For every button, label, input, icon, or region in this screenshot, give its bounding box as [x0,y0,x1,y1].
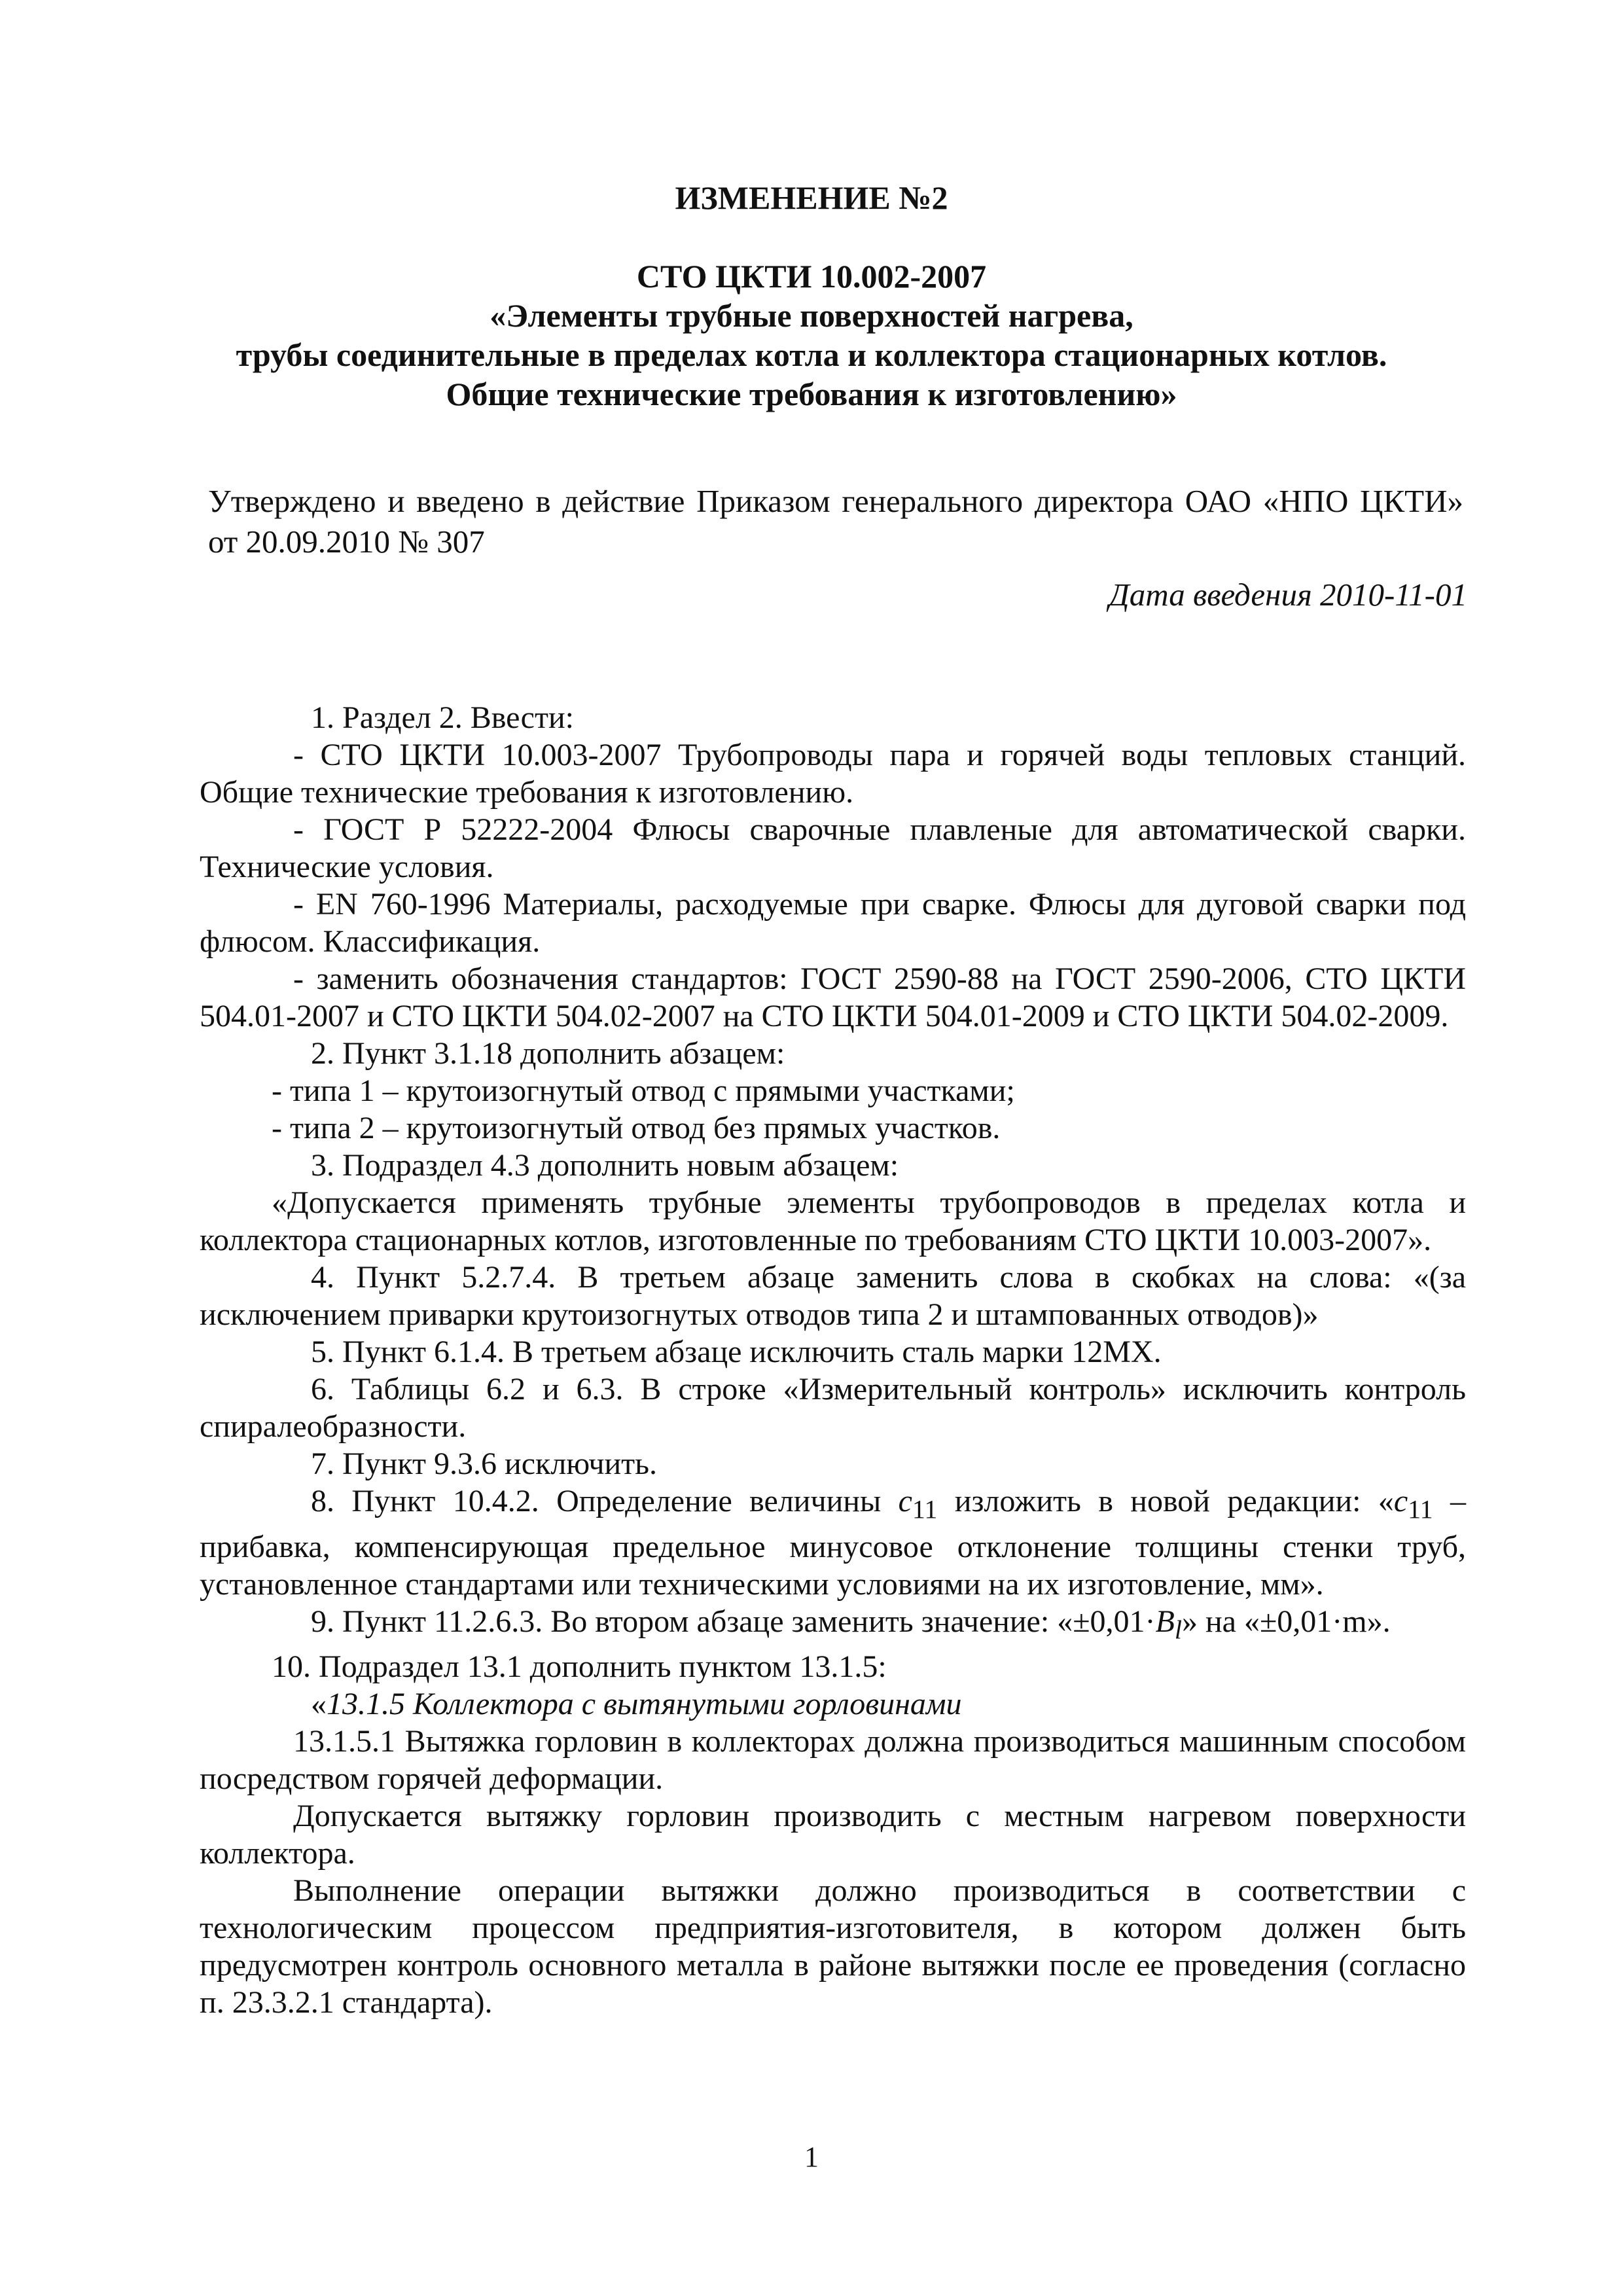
item-8-variable-2: c [1393,1484,1408,1518]
document-body [200,699,1466,2021]
item-1-standard-2: - ГОСТ Р 52222-2004 Флюсы сварочные плавленые для автоматической сварки. Технические условия. [200,812,1466,884]
item-10-clause-3: Выполнение операции вытяжки должно производиться в соответствии с технологическим процессом предприятия-изготовителя, в котором должен быть предусмотрен контроль основного металла в районе вытяжки после ее проведения (согласно п. 23.3.2.1 стандарта). [200,1873,1466,2020]
item-2-type-2: - типа 2 – крутоизогнутый отвод без прямых участков. [272,1111,1001,1145]
item-1-standard-1: - СТО ЦКТИ 10.003-2007 Трубопроводы пара и горячей воды тепловых станций. Общие технические требования к изготовлению. [200,738,1466,810]
effective-date: Дата введения 2010-11-01 [1109,577,1467,613]
item-10-clause-1: 13.1.5.1 Вытяжка горловин в коллекторах должна производиться машинным способом посредством горячей деформации. [200,1724,1466,1797]
item-9-text-post: » на «±0,01·m». [1181,1604,1391,1639]
item-10-open-quote: « [311,1687,327,1722]
item-9 [200,1603,1466,1649]
item-9-text-pre: 9. Пункт 11.2.6.3. Во втором абзаце заменить значение: «±0,01· [311,1604,1156,1639]
item-10-clause-2: Допускается вытяжку горловин производить с местным нагревом поверхности коллектора. [200,1799,1466,1871]
standard-name-line-1: «Элементы трубные поверхностей нагрева, [490,297,1133,334]
item-8-subscript: 11 [912,1494,938,1524]
standard-name-line-2: трубы соединительные в пределах котла и коллектора стационарных котлов. [236,336,1387,373]
item-8-text-post: – прибавка, компенсирующая предельное минусовое отклонение толщины стенки труб, установленное стандартами или техническими условиями на их изготовление, мм». [200,1484,1467,1602]
item-7: 7. Пункт 9.3.6 исключить. [311,1446,658,1481]
item-3-quote: «Допускается применять трубные элементы трубопроводов в пределах котла и коллектора стационарных котлов, изготовленные по требованиям СТО ЦКТИ 10.003-2007». [200,1185,1466,1257]
item-8-variable: c [898,1484,912,1518]
item-8 [200,1482,1466,1603]
item-3: 3. Подраздел 4.3 дополнить новым абзацем: [311,1148,899,1183]
approval-line-2: от 20.09.2010 № 307 [208,524,485,560]
item-9-variable: B [1155,1604,1175,1639]
item-10-heading-text: 13.1.5 Коллектора с вытянутыми горловинами [327,1687,962,1722]
standard-name-line-3: Общие технические требования к изготовлению» [446,376,1177,412]
item-2: 2. Пункт 3.1.18 дополнить абзацем: [311,1036,785,1071]
change-title: ИЗМЕНЕНИЕ №2 [675,179,948,216]
item-8-text-mid: изложить в новой редакции: « [937,1484,1394,1518]
page-number: 1 [804,2141,819,2173]
item-10-heading [200,1685,1466,1723]
item-1-standard-3: - EN 760-1996 Материалы, расходуемые при сварке. Флюсы для дуговой сварки под флюсом. Классификация. [200,887,1466,959]
item-6: 6. Таблицы 6.2 и 6.3. В строке «Измерительный контроль» исключить контроль спиралеобразности. [200,1372,1466,1444]
item-10: 10. Подраздел 13.1 дополнить пунктом 13.1.5: [272,1649,887,1685]
item-2-type-1: - типа 1 – крутоизогнутый отвод с прямыми участками; [272,1073,1015,1108]
item-4: 4. Пункт 5.2.7.4. В третьем абзаце заменить слова в скобках на слова: «(за исключением приварки крутоизогнутых отводов типа 2 и штампованных отводов)» [200,1260,1466,1332]
standard-code: СТО ЦКТИ 10.002-2007 [636,258,987,295]
item-8-subscript-2: 11 [1408,1494,1433,1524]
item-5: 5. Пункт 6.1.4. В третьем абзаце исключить сталь марки 12МХ. [311,1335,1162,1369]
item-1-replacement: - заменить обозначения стандартов: ГОСТ 2590-88 на ГОСТ 2590-2006, СТО ЦКТИ 504.01-2007 и СТО ЦКТИ 504.02-2007 на СТО ЦКТИ 504.01-2009 и СТО ЦКТИ 504.02-2009. [200,961,1466,1033]
approval-line-1: Утверждено и введено в действие Приказом генерального директора ОАО «НПО ЦКТИ» [208,483,1463,519]
item-9-subscript: l [1174,1615,1182,1645]
standard-title-block [0,257,1623,414]
item-8-text-pre: 8. Пункт 10.4.2. Определение величины [311,1484,899,1518]
item-1: 1. Раздел 2. Ввести: [311,700,574,735]
